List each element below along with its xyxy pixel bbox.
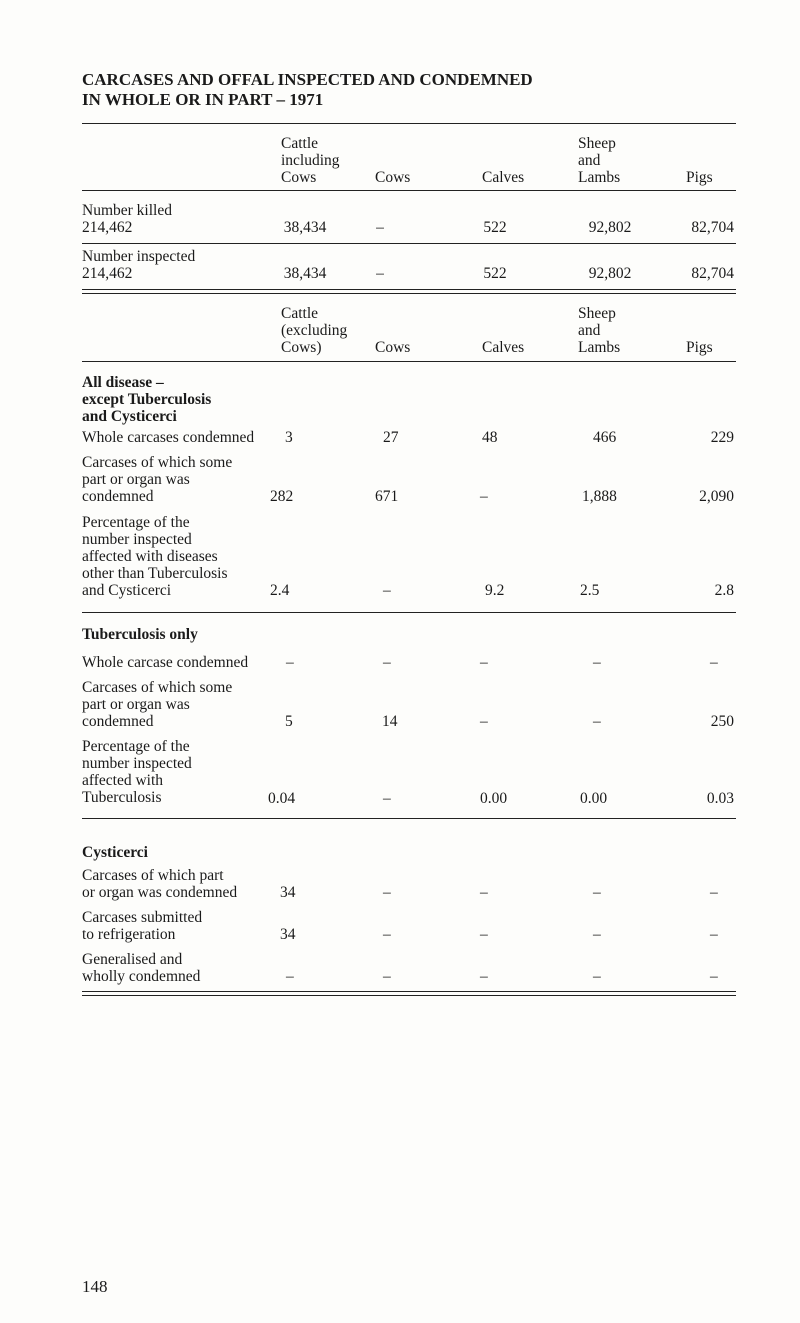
s2-row2-col1: 5: [285, 713, 293, 730]
section3-heading: Cysticerci: [82, 844, 148, 861]
s3-row3-col2: –: [383, 968, 391, 985]
s3-row1-col5: –: [710, 884, 718, 901]
inspected-col1: 38,434: [283, 265, 327, 282]
inspected-col2: –: [376, 265, 384, 282]
s1-row3-col2: –: [383, 582, 391, 599]
s1-row2-col2: 671: [375, 488, 399, 505]
s2-row2-col5: 250: [710, 713, 734, 730]
s1-row1-col2: 27: [383, 429, 399, 446]
s1-row2-col1: 282: [270, 488, 294, 505]
s1-row2-col5: 2,090: [699, 488, 734, 505]
killed-col4: 92,802: [588, 219, 632, 236]
header2-col3: Calves: [482, 339, 525, 356]
s1-row1-col4: 466: [593, 429, 617, 446]
s3-row3-col1: –: [286, 968, 294, 985]
header1-col3: Calves: [482, 169, 525, 186]
page-title: CARCASES AND OFFAL INSPECTED AND CONDEMNED: [82, 70, 533, 89]
killed-label: Number killed: [82, 202, 172, 219]
s2-row3-col4: 0.00: [580, 790, 608, 807]
s1-row1-col1: 3: [285, 429, 293, 446]
s1-row1-col3: 48: [482, 429, 498, 446]
inspected-col3: 522: [483, 265, 507, 282]
s2-row2-col4: –: [593, 713, 601, 730]
s1-row1-col5: 229: [710, 429, 734, 446]
inspected-col4: 92,802: [588, 265, 632, 282]
page-number: 148: [82, 1277, 108, 1296]
header2-col4: Sheep and Lambs: [578, 305, 621, 356]
rule-double-b: [82, 293, 736, 294]
s2-row2-col3: –: [480, 713, 488, 730]
header2-col2: Cows: [375, 339, 411, 356]
page-subtitle: IN WHOLE OR IN PART – 1971: [82, 90, 324, 109]
inspected-label: Number inspected: [82, 248, 196, 265]
s1-row2-label: Carcases of which some part or organ was condemned: [82, 454, 233, 505]
rule-section1: [82, 612, 736, 613]
header2-col1: Cattle (excluding Cows): [281, 305, 348, 356]
s2-row3-col1: 0.04: [268, 790, 296, 807]
s3-row3-label: Generalised and wholly condemned: [82, 951, 201, 985]
s1-row3-col5: 2.8: [714, 582, 734, 599]
s2-row1-col4: –: [593, 654, 601, 671]
rule-killed: [82, 243, 736, 244]
s2-row1-label: Whole carcase condemned: [82, 654, 249, 671]
s2-row2-label: Carcases of which some part or organ was condemned: [82, 679, 233, 730]
inspected-col5: 82,704: [691, 265, 734, 282]
rule-bottom-a: [82, 991, 736, 992]
s2-row1-col1: –: [286, 654, 294, 671]
s3-row2-col2: –: [383, 926, 391, 943]
s3-row3-col3: –: [480, 968, 488, 985]
rule-bottom-b: [82, 995, 736, 996]
s2-row3-col5: 0.03: [706, 790, 734, 807]
s3-row1-col3: –: [480, 884, 488, 901]
header1-col1: Cattle including Cows: [281, 135, 340, 186]
s1-row3-col1: 2.4: [270, 582, 290, 599]
s3-row2-col5: –: [710, 926, 718, 943]
rule-header2: [82, 361, 736, 362]
killed-col3: 522: [483, 219, 507, 236]
s2-row2-col2: 14: [382, 713, 398, 730]
s2-row1-col3: –: [480, 654, 488, 671]
s3-row1-col2: –: [383, 884, 391, 901]
s3-row1-col1: 34: [280, 884, 296, 901]
s1-row2-col4: 1,888: [582, 488, 617, 505]
rule-double-a: [82, 289, 736, 290]
s1-row3-col3: 9.2: [485, 582, 505, 599]
s3-row2-label: Carcases submitted to refrigeration: [82, 909, 203, 943]
s2-row1-col5: –: [710, 654, 718, 671]
s2-row1-col2: –: [383, 654, 391, 671]
header1-col4: Sheep and Lambs: [578, 135, 621, 186]
killed-col1: 38,434: [283, 219, 327, 236]
header2-col5: Pigs: [686, 339, 713, 356]
rule-top: [82, 123, 736, 124]
rule-header1: [82, 190, 736, 191]
s2-row3-col3: 0.00: [480, 790, 508, 807]
s3-row2-col1: 34: [280, 926, 296, 943]
s1-row3-col4: 2.5: [580, 582, 600, 599]
killed-total: 214,462: [82, 219, 133, 236]
header1-col2: Cows: [375, 169, 411, 186]
s3-row2-col4: –: [593, 926, 601, 943]
s3-row1-label: Carcases of which part or organ was condemned: [82, 867, 238, 901]
rule-section2: [82, 818, 736, 819]
section2-heading: Tuberculosis only: [82, 626, 198, 643]
killed-col2: –: [376, 219, 384, 236]
s3-row2-col3: –: [480, 926, 488, 943]
s2-row3-col2: –: [383, 790, 391, 807]
s3-row1-col4: –: [593, 884, 601, 901]
killed-col5: 82,704: [691, 219, 734, 236]
s3-row3-col5: –: [710, 968, 718, 985]
section1-heading: All disease – except Tuberculosis and Cysticerci: [82, 374, 212, 425]
s3-row3-col4: –: [593, 968, 601, 985]
s1-row3-label: Percentage of the number inspected affected with diseases other than Tuberculosis and Cysticerci: [82, 514, 228, 599]
inspected-total: 214,462: [82, 265, 133, 282]
s1-row2-col3: –: [480, 488, 488, 505]
header1-col5: Pigs: [686, 169, 713, 186]
s1-row1-label: Whole carcases condemned: [82, 429, 255, 446]
s2-row3-label: Percentage of the number inspected affected with Tuberculosis: [82, 738, 192, 806]
